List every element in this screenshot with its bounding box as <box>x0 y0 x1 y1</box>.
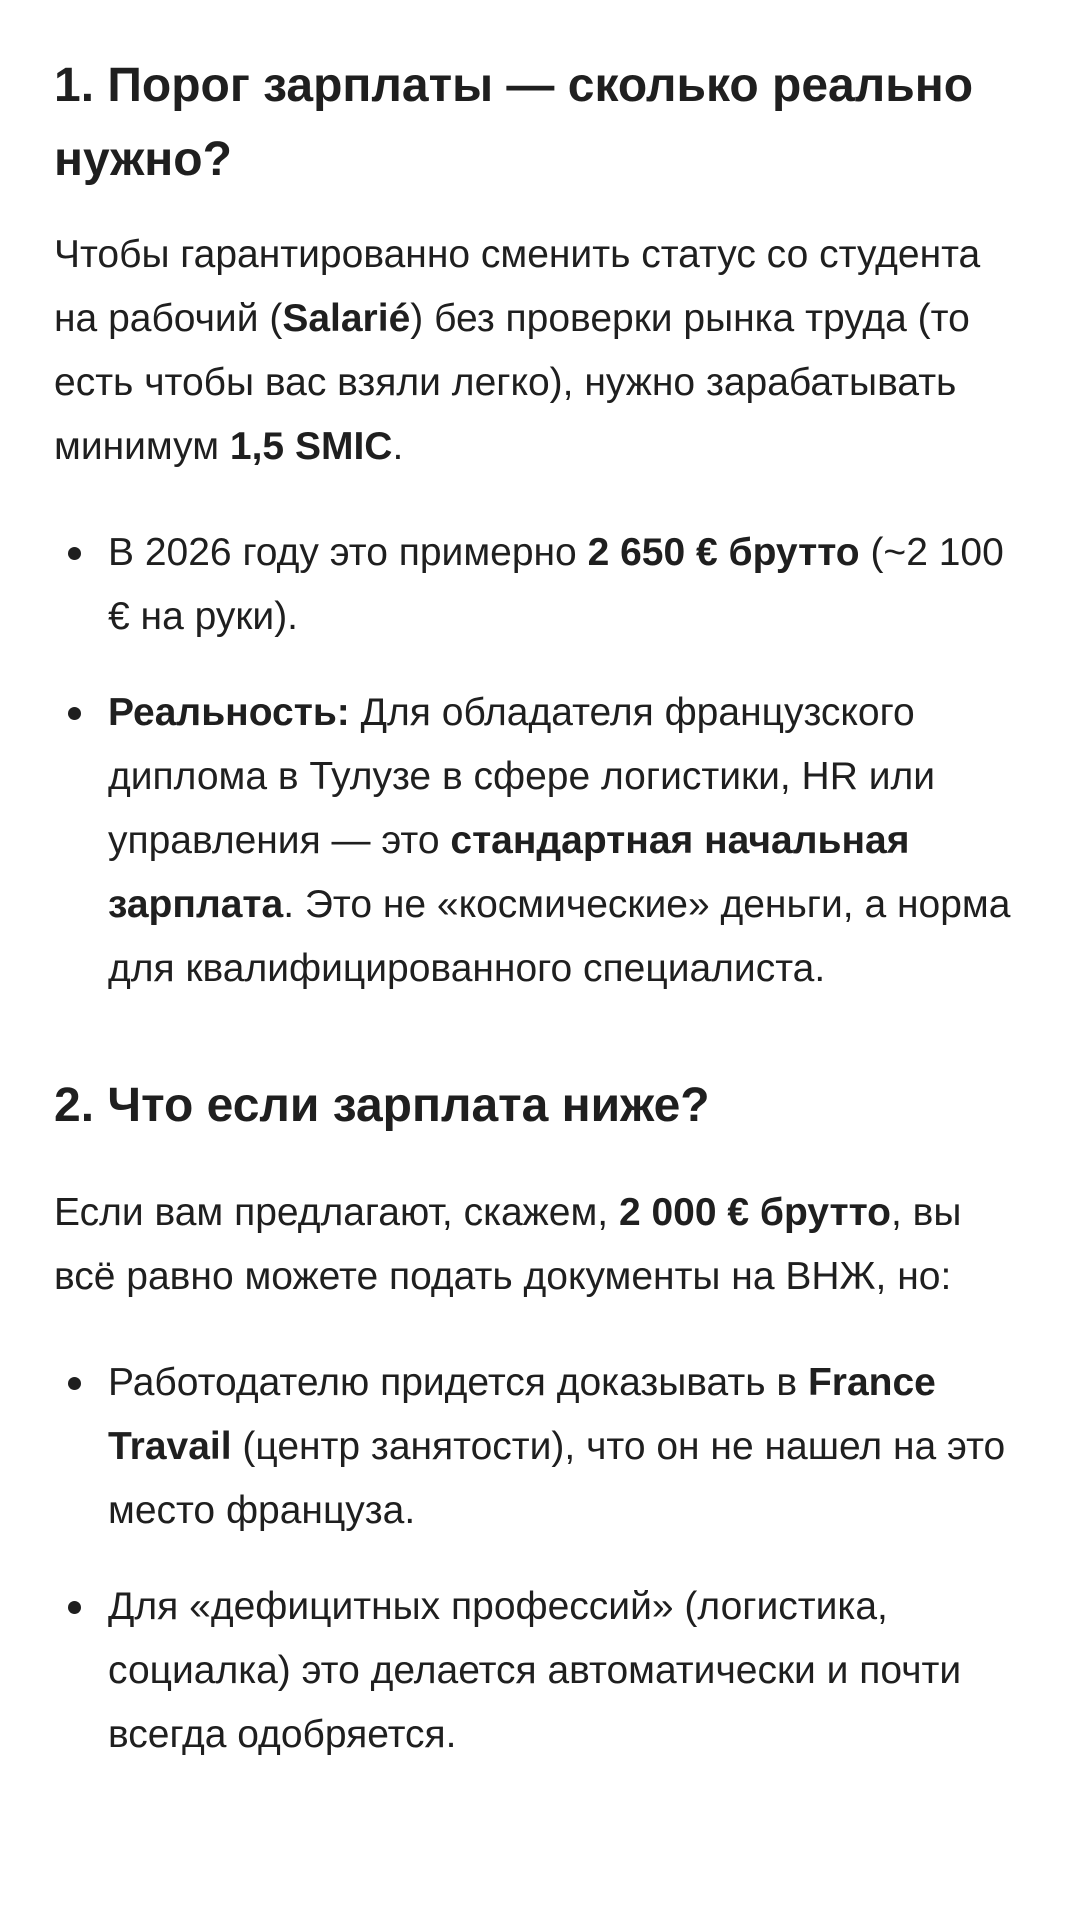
section-2-bullet-list <box>54 1351 1025 1767</box>
bullet-dot-icon <box>68 1601 81 1614</box>
text: . Это не «космические» деньги, а норма для квалифицированного специалиста. <box>108 883 1011 990</box>
list-item <box>54 681 1025 1001</box>
bold-term-salarie: Salarié <box>282 297 411 340</box>
list-item <box>54 1351 1025 1543</box>
text: Для «дефицитных профессий» (логистика, социалка) это делается автоматически и почти всегда одобряется. <box>108 1585 962 1756</box>
section-1-bullet-list <box>54 521 1025 1001</box>
text: Чтобы гарантированно сменить статус со студента на рабочий ( <box>54 233 981 340</box>
text: , вы всё равно можете подать документы на ВНЖ, но: <box>54 1191 962 1298</box>
section-2-heading: 2. Что если зарплата ниже? <box>54 1079 710 1132</box>
bold-label: Реальность: <box>108 691 350 734</box>
section-1-heading: 1. Порог зарплаты — сколько реально нужно? <box>54 59 974 186</box>
text: (центр занятости), что он не нашел на это место француза. <box>108 1425 1006 1532</box>
bold-term-smic: 1,5 SMIC <box>229 425 393 468</box>
list-item <box>54 1575 1025 1767</box>
text: Работодателю придется доказывать в <box>108 1361 808 1404</box>
bullet-dot-icon <box>68 547 81 560</box>
text: Если вам предлагают, скажем, <box>54 1191 619 1234</box>
text: . <box>392 425 404 468</box>
text: В 2026 году это примерно <box>108 531 588 574</box>
bullet-dot-icon <box>68 1377 81 1390</box>
section-2-intro <box>54 1181 1025 1309</box>
text: Для обладателя французского диплома в Тулузе в сфере логистики, HR или управления — это <box>108 691 936 862</box>
text: (~2 100 € на руки). <box>108 531 1004 638</box>
bullet-dot-icon <box>68 707 81 720</box>
bold-phrase: стандартная начальная зарплата <box>108 819 910 926</box>
bold-amount: 2 650 € брутто <box>587 531 860 574</box>
section-1-intro <box>54 223 1025 479</box>
bold-amount: 2 000 € брутто <box>618 1191 891 1234</box>
bold-term-france-travail: France Travail <box>108 1361 936 1468</box>
list-item <box>54 521 1025 649</box>
text: ) без проверки рынка труда (то есть чтобы вас взяли легко), нужно зарабатывать минимум <box>54 297 970 468</box>
